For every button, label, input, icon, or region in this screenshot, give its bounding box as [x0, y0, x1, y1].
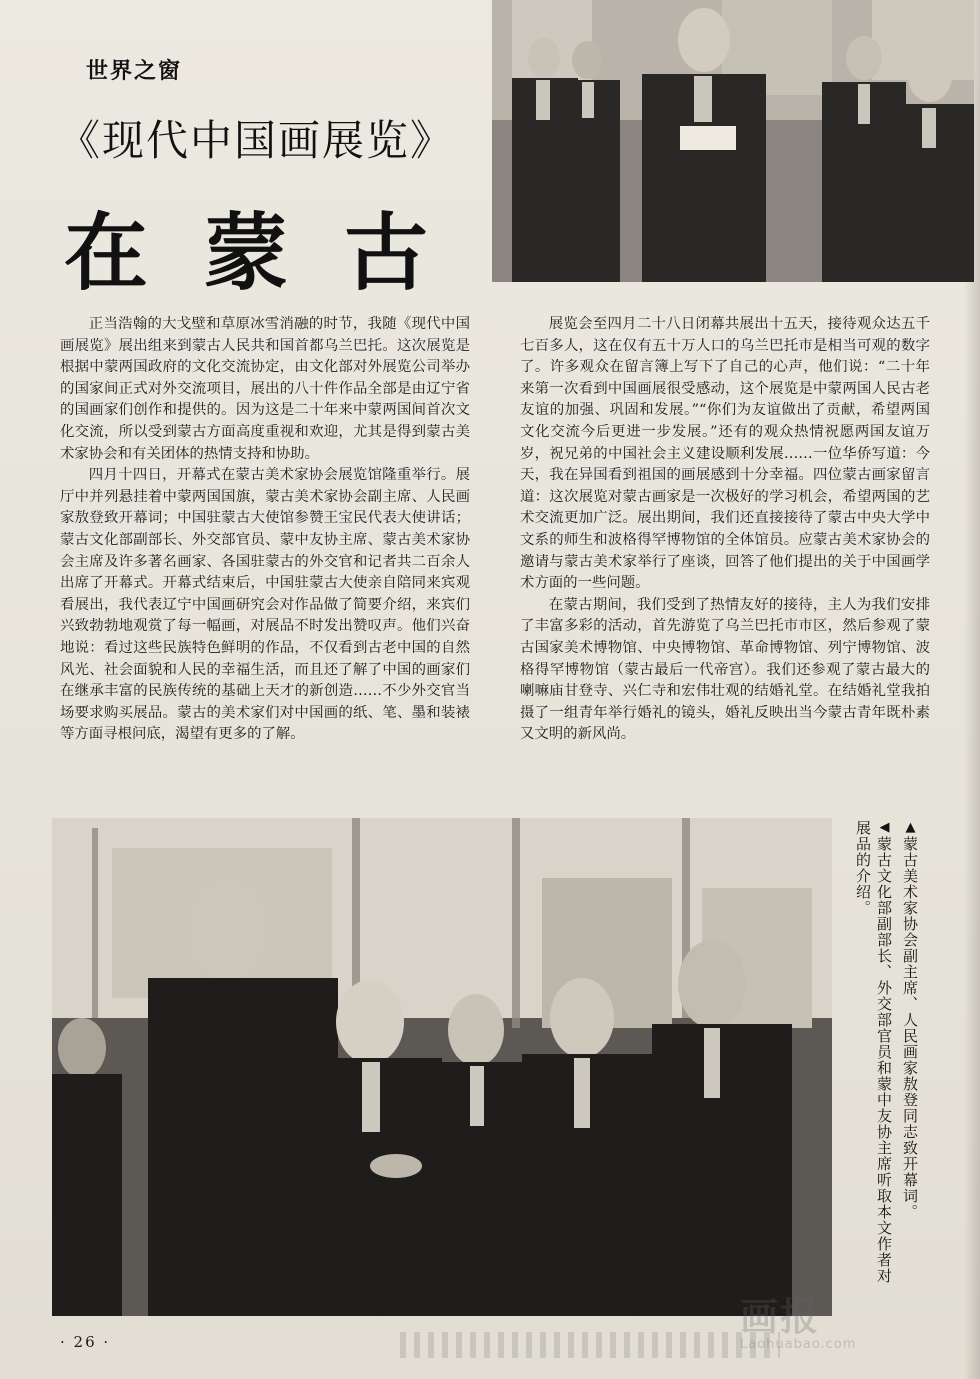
article-subtitle: 在蒙古 — [64, 204, 485, 302]
article-paragraph: 展览会至四月二十八日闭幕共展出十五天，接待观众达五千七百多人，这在仅有五十万人口的乌兰巴托市是相当可观的数字了。许多观众在留言簿上写下了自己的心声，他们说：“二十年来第一次看到中国画展很受感动，这个展览是中蒙两国人民古老友谊的加强、巩固和发展。”“你们为友谊做出了贡献，希望两国文化交流今后更进一步发展。”还有的观众热情祝愿两国友谊万岁，祝兄弟的中国社会主义建设顺利发展……一位华侨写道：今天，我在异国看到祖国的画展感到十分幸福。四位蒙古画家留言道：这次展览对蒙古画家是一次极好的学习机会，希望两国的艺术交流更加广泛。展出期间，我们还直接接待了蒙古中央大学中文系的师生和波格得罕博物馆的全体馆员。应蒙古美术家协会的邀请与蒙古美术家举行了座谈，回答了他们提出的关于中国画学术方面的一些问题。 — [520, 316, 930, 592]
article-column-left — [60, 314, 470, 746]
photo-officials-viewing — [52, 818, 832, 1316]
article-column-right — [520, 314, 930, 746]
watermark-mark: 画报 — [740, 1295, 821, 1339]
left-triangle-icon: ◀ — [877, 820, 892, 836]
photo-opening-speech-drawing — [492, 0, 974, 282]
column-tag: 世界之窗 — [86, 59, 183, 84]
up-triangle-icon: ▲ — [903, 820, 918, 836]
caption-text: 蒙古美术家协会副主席、人民画家敖登同志致开幕词。 — [901, 836, 919, 1220]
show-through-print — [400, 1332, 780, 1358]
photo-opening-speech — [492, 0, 974, 282]
caption-text: 蒙古文化部副部长、外交部官员和蒙中友协主席听取本文作者对展品的介绍。 — [854, 820, 893, 1284]
page-number: · 26 · — [60, 1333, 111, 1351]
article-paragraph: 四月十四日，开幕式在蒙古美术家协会展览馆隆重举行。展厅中并列悬挂着中蒙两国国旗，蒙古美术家协会副主席、人民画家敖登致开幕词；中国驻蒙古大使馆参赞王宝民代表大使讲话；蒙古文化部副部长、外交部官员、蒙中友协主席、蒙古美术家协会主席及许多著名画家、各国驻蒙古的外交官和记者共二百余人出席了开幕式。开幕式结束后，中国驻蒙古大使亲自陪同来宾观看展出，我代表辽宁中国画研究会对作品做了简要介绍，来宾们兴致勃勃地观赏了每一幅画，对展品不时发出赞叹声。他们兴奋地说：看过这些民族特色鲜明的作品，不仅看到古老中国的自然风光、社会面貌和人民的幸福生活，而且还了解了中国的画家们在继承丰富的民族传统的基础上天才的新创造……不少外交官当场要求购买展品。蒙古的美术家们对中国画的纸、笔、墨和装裱等方面寻根问底，渴望有更多的了解。 — [60, 467, 470, 743]
article-paragraph: 正当浩翰的大戈壁和草原冰雪消融的时节，我随《现代中国画展览》展出组来到蒙古人民共和国首都乌兰巴托。这次展览是根据中蒙两国政府的文化交流协定，由文化部对外展览公司举办的国家间正式对外交流项目，展出的八十件作品全部是由辽宁省的国画家们创作和提供的。因为这是二十年来中蒙两国间首次文化交流，所以受到蒙古方面高度重视和欢迎，尤其是得到蒙古美术家协会和有关团体的热情支持和协助。 — [60, 316, 470, 462]
photo-captions — [848, 820, 921, 1290]
photo-officials-viewing-drawing — [52, 818, 832, 1316]
caption-bottom-photo — [852, 820, 895, 1290]
article-paragraph: 在蒙古期间，我们受到了热情友好的接待，主人为我们安排了丰富多彩的活动，首先游览了乌兰巴托市市区，然后参观了蒙古国家美术博物馆、中央博物馆、革命博物馆、列宁博物馆、波格得罕博物馆（蒙古最后一代帝宫）。我们还参观了蒙古最大的喇嘛庙甘登寺、兴仁寺和宏伟壮观的结婚礼堂。在结婚礼堂我拍摄了一组青年举行婚礼的镜头，婚礼反映出当今蒙古青年既朴素又文明的新风尚。 — [520, 596, 930, 743]
article-title: 《现代中国画展览》 — [58, 116, 455, 165]
watermark-url: Laohuabao.com — [740, 1337, 857, 1352]
caption-top-photo — [899, 820, 921, 1290]
site-watermark — [740, 1286, 940, 1356]
